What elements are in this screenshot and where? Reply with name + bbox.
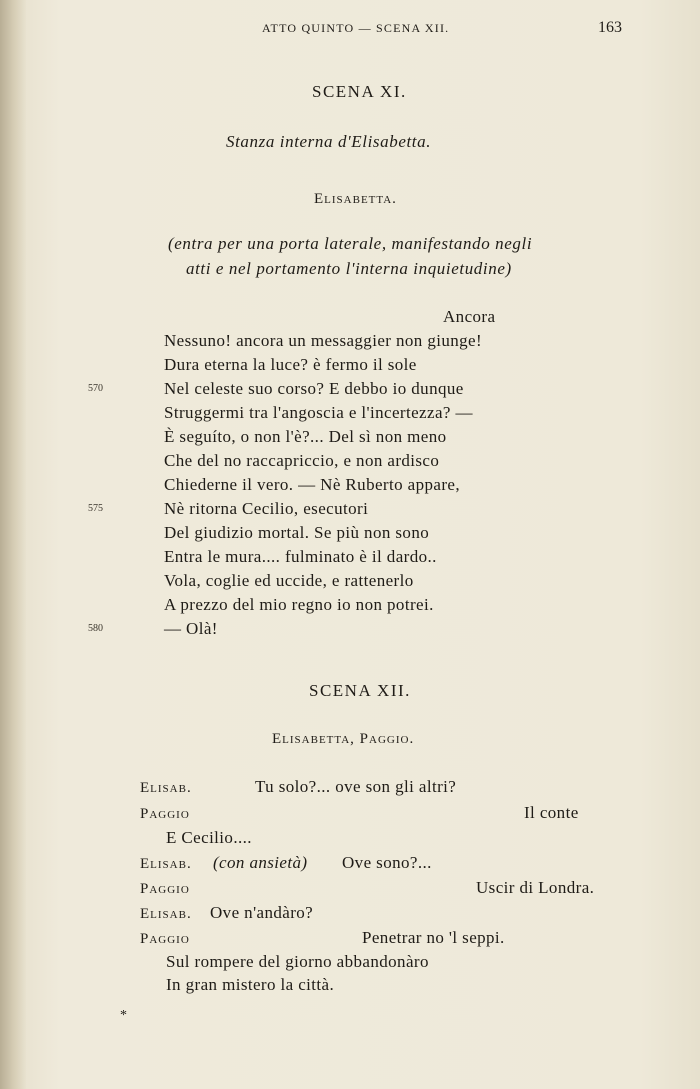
dialogue-text: Uscir di Londra. <box>476 878 595 897</box>
verse-line: Chiederne il vero. — Nè Ruberto appare, <box>164 475 461 494</box>
scene-title: SCENA XI. <box>312 82 407 101</box>
scene-title: SCENA XII. <box>309 681 411 700</box>
speaker-label: Elisab. <box>140 856 192 872</box>
speaker-label: Elisab. <box>140 780 192 796</box>
verse-line: Ancora <box>443 307 496 326</box>
dialogue-text: Tu solo?... ove son gli altri? <box>255 777 457 796</box>
dialogue-text: Ove sono?... <box>342 853 432 872</box>
dialogue-direction: (con ansietà) <box>213 853 308 872</box>
dialogue-text: Ove n'andàro? <box>210 903 314 922</box>
verse-line: Struggermi tra l'angoscia e l'incertezza? — <box>164 403 473 422</box>
speaker-label: Elisab. <box>140 906 192 922</box>
verse-line: — Olà! <box>164 619 218 638</box>
dialogue-text: E Cecilio.... <box>166 828 252 847</box>
verse-line: Nè ritorna Cecilio, esecutori <box>164 499 369 518</box>
stage-direction-line: atti e nel portamento l'interna inquietudine) <box>186 259 512 278</box>
footer-mark: * <box>120 1008 127 1023</box>
verse-line: A prezzo del mio regno io non potrei. <box>164 595 434 614</box>
dialogue-text: Penetrar no 'l seppi. <box>362 928 505 947</box>
verse-line: Vola, coglie ed uccide, e rattenerlo <box>164 571 414 590</box>
running-head: ATTO QUINTO — SCENA XII. <box>262 21 450 35</box>
dialogue-text: In gran mistero la città. <box>166 975 335 994</box>
verse-line: Nessuno! ancora un messaggier non giunge! <box>164 331 483 350</box>
speaker-label: Paggio <box>140 881 190 897</box>
character-heading: Elisabetta, Paggio. <box>272 731 415 747</box>
verse-line: Dura eterna la luce? è fermo il sole <box>164 355 417 374</box>
scene-setting: Stanza interna d'Elisabetta. <box>226 132 432 151</box>
speaker-label: Paggio <box>140 806 190 822</box>
verse-line: È seguíto, o non l'è?... Del sì non meno <box>164 427 447 446</box>
line-number: 580 <box>88 623 103 634</box>
character-heading: Elisabetta. <box>314 191 397 207</box>
stage-direction-line: (entra per una porta laterale, manifestando negli <box>168 234 533 253</box>
verse-line: Del giudizio mortal. Se più non sono <box>164 523 430 542</box>
verse-line: Nel celeste suo corso? E debbo io dunque <box>164 379 464 398</box>
dialogue-text: Sul rompere del giorno abbandonàro <box>166 952 429 971</box>
page-number: 163 <box>598 19 622 36</box>
line-number: 570 <box>88 383 103 394</box>
line-number: 575 <box>88 503 103 514</box>
speaker-label: Paggio <box>140 931 190 947</box>
dialogue-text: Il conte <box>524 803 579 822</box>
verse-line: Che del no raccapriccio, e non ardisco <box>164 451 440 470</box>
verse-line: Entra le mura.... fulminato è il dardo.. <box>164 547 437 566</box>
page-binding-edge <box>0 0 26 1089</box>
